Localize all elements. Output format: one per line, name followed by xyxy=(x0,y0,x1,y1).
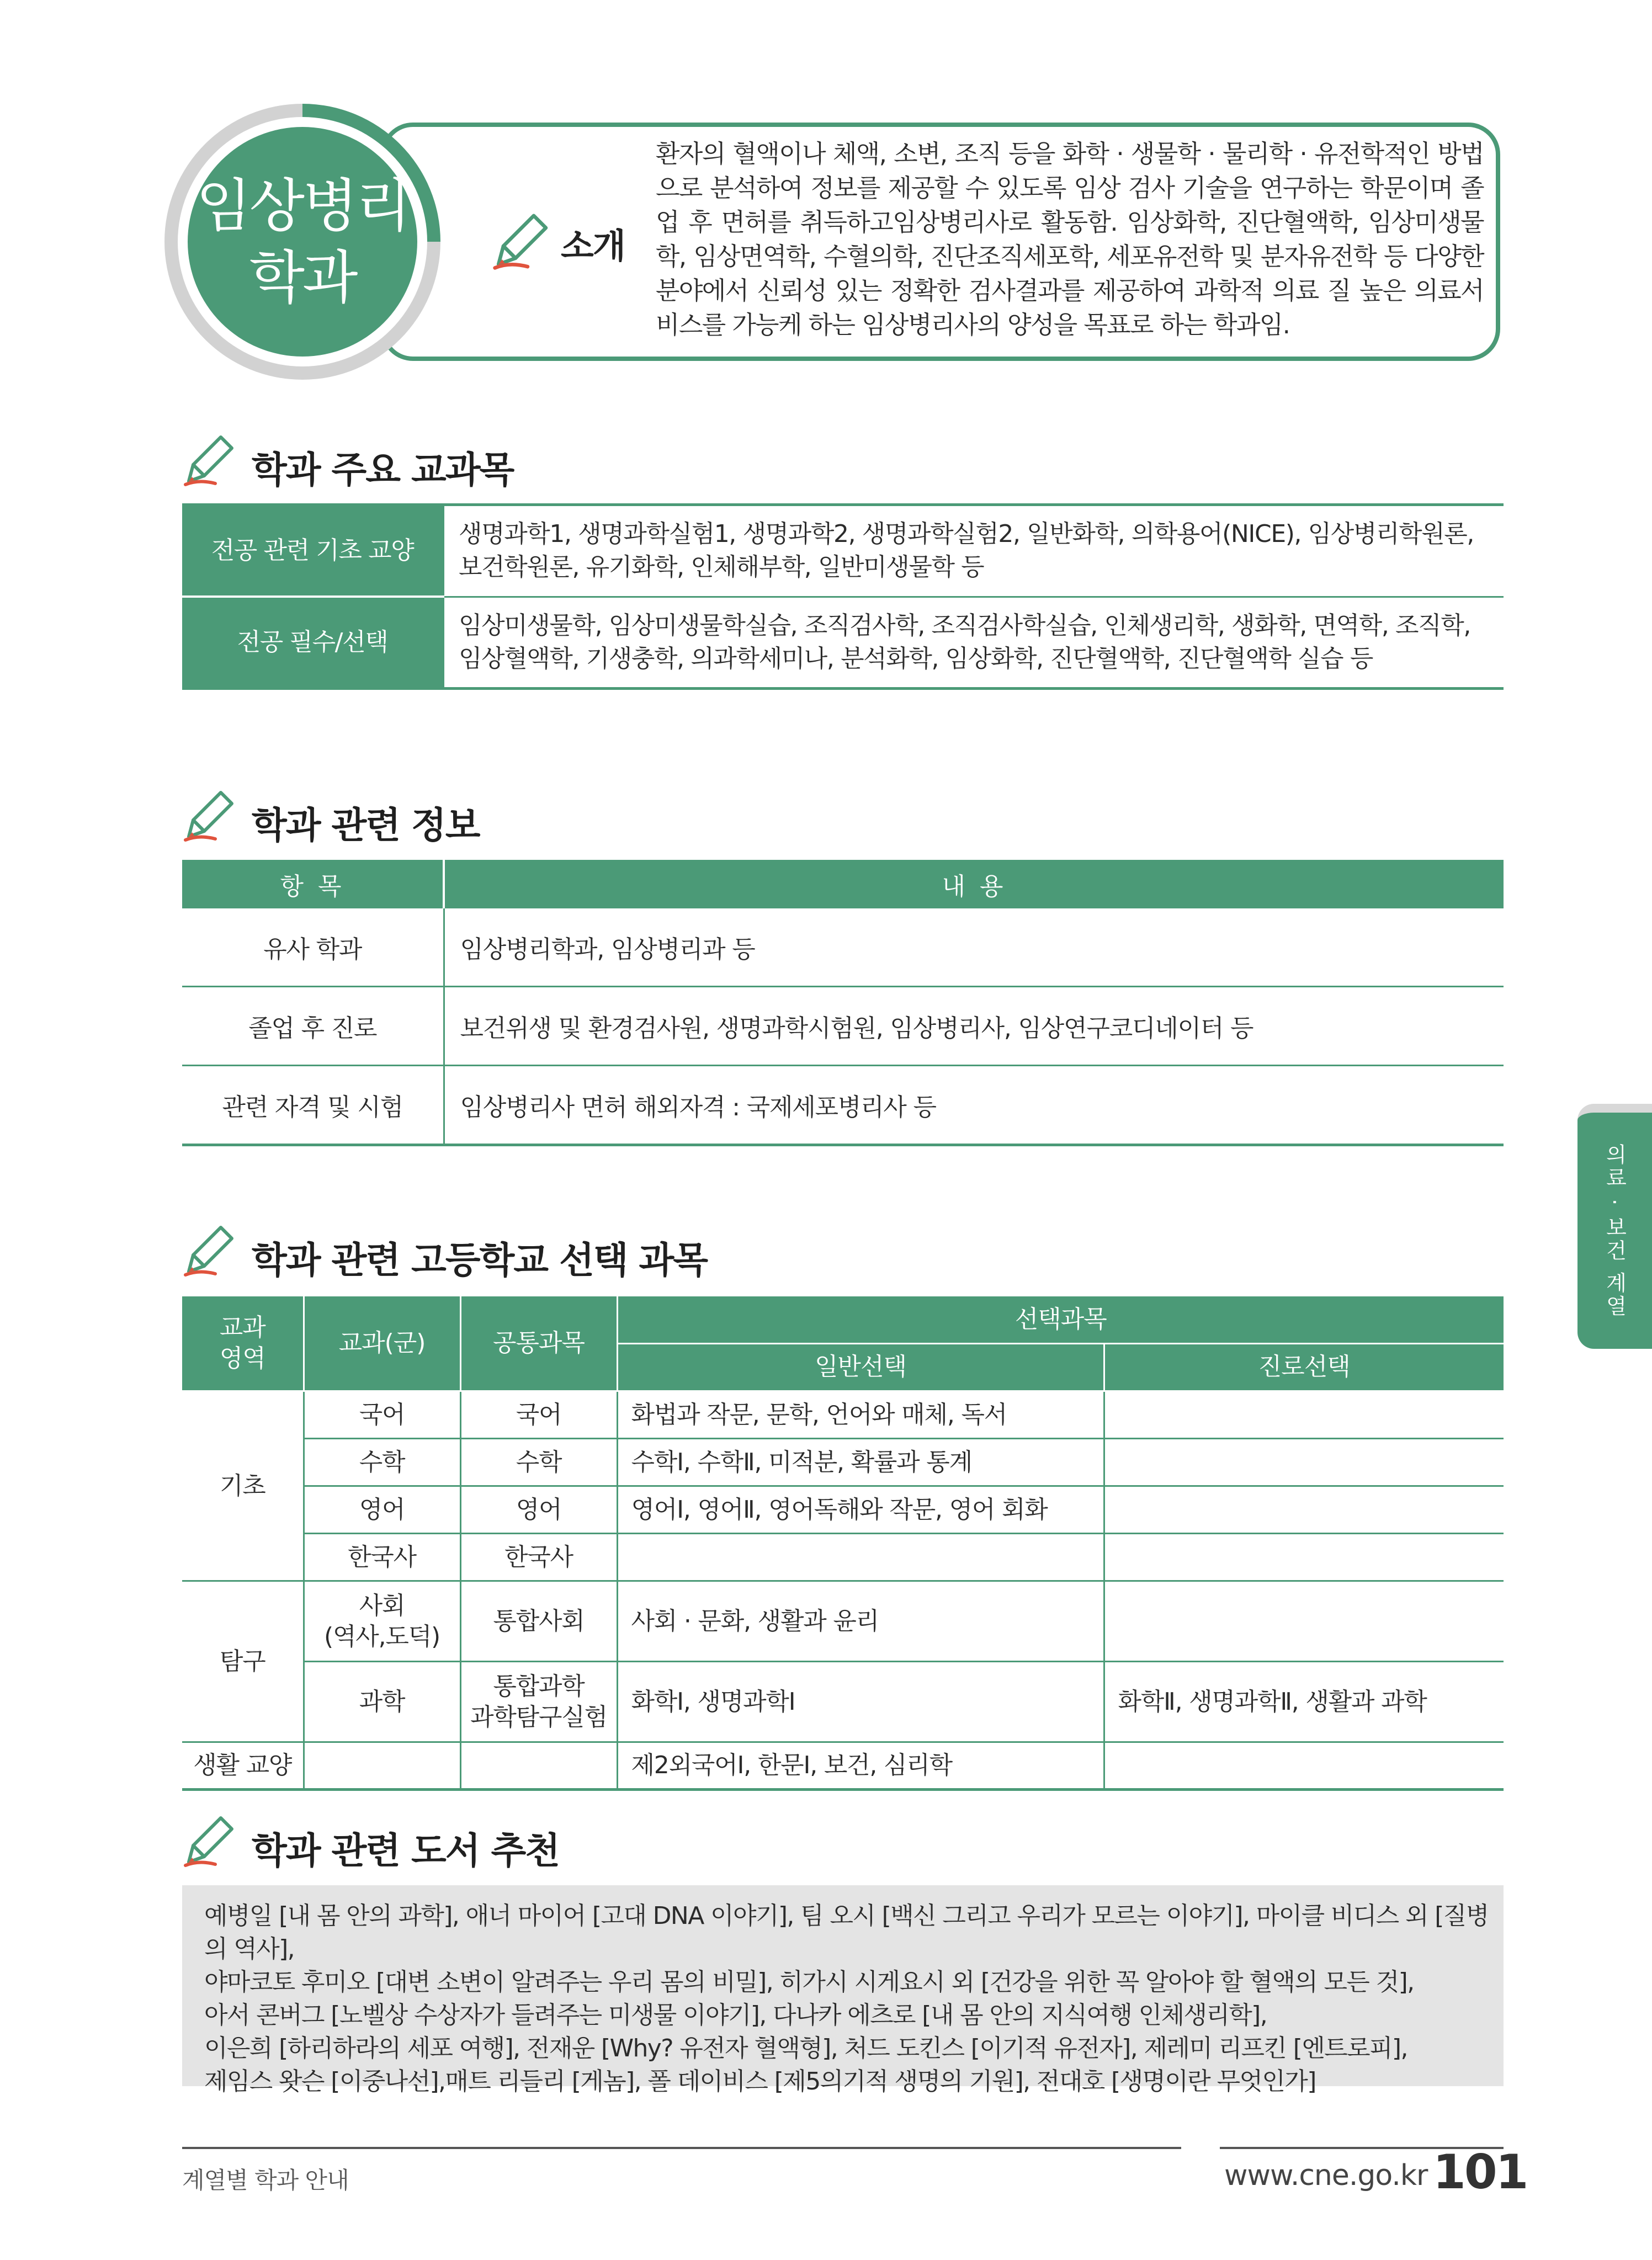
info-content: 임상병리사 면허 해외자격 : 국제세포병리사 등 xyxy=(460,1093,936,1121)
book-line: 제임스 왓슨 [이중나선],매트 리들리 [게놈], 폴 데이비스 [제5의기적 생명의 기원], 전대호 [생명이란 무엇인가] xyxy=(204,2067,1316,2096)
hs-career xyxy=(1104,1486,1504,1534)
footer-divider xyxy=(182,2147,1181,2149)
department-title-line1: 임상병리 xyxy=(196,172,409,240)
table-row xyxy=(182,1439,1504,1486)
section-title-hs: 학과 관련 고등학교 선택 과목 xyxy=(252,1239,707,1281)
hs-general: 수학Ⅰ, 수학Ⅱ, 미적분, 확률과 통계 xyxy=(617,1439,1104,1486)
info-content: 임상병리학과, 임상병리과 등 xyxy=(444,908,1504,987)
table-row xyxy=(182,1662,1504,1742)
hs-header-common: 공통과목 xyxy=(460,1296,617,1391)
book-line: 이은희 [하리하라의 세포 여행], 전재운 [Why? 유전자 혈액형], 처드 도킨스 [이기적 유전자], 제레미 리프킨 [엔트로피], xyxy=(204,2034,1407,2062)
hs-header-career: 진로선택 xyxy=(1104,1343,1504,1391)
hs-common xyxy=(460,1742,617,1790)
info-header-content: 내 용 xyxy=(444,860,1504,908)
info-content: 보건위생 및 환경검사원, 생명과학시험원, 임상병리사, 임상연구코디네이터 등 xyxy=(444,987,1504,1066)
book-line: 야마코토 후미오 [대변 소변이 알려주는 우리 몸의 비밀], 히가시 시게요시 외 [건강을 위한 꼭 알아야 할 혈액의 모든 것], xyxy=(204,1968,1414,1996)
hs-common: 한국사 xyxy=(460,1534,617,1581)
subjects-table xyxy=(182,503,1504,690)
hs-group: 영어 xyxy=(304,1486,460,1534)
pencil-icon xyxy=(491,211,552,272)
hs-common: 국어 xyxy=(460,1391,617,1439)
section-title-info: 학과 관련 정보 xyxy=(252,804,480,847)
table-row xyxy=(182,1066,1504,1145)
hs-area: 기초 xyxy=(182,1391,304,1581)
department-title-disc xyxy=(188,127,417,357)
intro-text: 환자의 혈액이나 체액, 소변, 조직 등을 화학 · 생물학 · 물리학 · 유전학적인 방법으로 분석하여 정보를 제공할 수 있도록 임상 검사 기술을 연구하는 학문이며 졸업 후 면허를 취득하고임상병리사로 활동함. 임상화학, 진단혈액학, 임상미생물학, 임상면역학, 수혈의학, 진단조직세포학, 세포유전학 및 분자유전학 등 다양한 분야에서 신뢰성 있는 정확한 검사결과를 제공하여 과학적 의료 질 높은 의료서비스를 가능케 하는 임상병리사의 양성을 목표로 하는 학과임. xyxy=(656,139,1484,339)
table-header-row xyxy=(182,860,1504,908)
pencil-icon xyxy=(182,1814,237,1869)
info-item: 졸업 후 진로 xyxy=(182,987,444,1066)
hs-career: 화학Ⅱ, 생명과학Ⅱ, 생활과 과학 xyxy=(1104,1662,1504,1742)
hs-common: 영어 xyxy=(460,1486,617,1534)
subjects-row-head: 전공 필수/선택 xyxy=(182,597,444,689)
pencil-icon xyxy=(182,1223,237,1278)
hs-common: 통합과학 과학탐구실험 xyxy=(460,1662,617,1742)
info-item: 관련 자격 및 시험 xyxy=(182,1066,444,1145)
info-item: 유사 학과 xyxy=(182,908,444,987)
hs-header-area: 교과 영역 xyxy=(182,1296,304,1391)
hs-area: 탐구 xyxy=(182,1581,304,1742)
hs-career xyxy=(1104,1581,1504,1662)
hs-common: 수학 xyxy=(460,1439,617,1486)
page-number: 101 xyxy=(1433,2145,1527,2200)
hs-group: 국어 xyxy=(304,1391,460,1439)
hs-career xyxy=(1104,1439,1504,1486)
hs-general: 영어Ⅰ, 영어Ⅱ, 영어독해와 작문, 영어 회화 xyxy=(617,1486,1104,1534)
book-line: 예병일 [내 몸 안의 과학], 애너 마이어 [고대 DNA 이야기], 팀 오시 [백신 그리고 우리가 모르는 이야기], 마이클 비디스 외 [질병의 역사], xyxy=(204,1902,1489,1963)
table-row xyxy=(182,597,1504,689)
hs-general: 사회 · 문화, 생활과 윤리 xyxy=(617,1581,1104,1662)
hs-common: 통합사회 xyxy=(460,1581,617,1662)
hs-group: 사회 (역사,도덕) xyxy=(304,1581,460,1662)
hs-header-group: 교과(군) xyxy=(304,1296,460,1391)
hs-group: 수학 xyxy=(304,1439,460,1486)
table-row xyxy=(182,987,1504,1066)
hs-group: 한국사 xyxy=(304,1534,460,1581)
hs-group xyxy=(304,1742,460,1790)
hs-header-general: 일반선택 xyxy=(617,1343,1104,1391)
section-title-subjects: 학과 주요 교과목 xyxy=(252,449,514,491)
table-row xyxy=(182,1486,1504,1534)
side-tab-label: 의료 · 보건 계열 xyxy=(1602,1143,1627,1318)
intro-label: 소개 xyxy=(561,226,625,266)
hs-general: 화학Ⅰ, 생명과학Ⅰ xyxy=(617,1662,1104,1742)
hs-header-elective: 선택과목 xyxy=(617,1296,1504,1344)
section-title-books: 학과 관련 도서 추천 xyxy=(252,1830,559,1872)
info-header-item: 항 목 xyxy=(182,860,444,908)
hs-career xyxy=(1104,1391,1504,1439)
table-row xyxy=(182,505,1504,597)
department-title-line2: 학과 xyxy=(249,244,356,311)
hs-area: 생활 교양 xyxy=(182,1742,304,1790)
hs-general xyxy=(617,1534,1104,1581)
table-row xyxy=(182,1581,1504,1662)
footer-url[interactable]: www.cne.go.kr xyxy=(1224,2159,1428,2192)
subjects-row-head: 전공 관련 기초 교양 xyxy=(182,505,444,597)
table-header-row xyxy=(182,1296,1504,1344)
pencil-icon xyxy=(182,433,237,488)
pencil-icon xyxy=(182,788,237,843)
subjects-row-body: 임상미생물학, 임상미생물학실습, 조직검사학, 조직검사학실습, 인체생리학, 생화학, 면역학, 조직학, 임상혈액학, 기생충학, 의과학세미나, 분석화학, 임상화학, 진단혈액학, 진단혈액학 실습 등 xyxy=(444,597,1504,689)
hs-group: 과학 xyxy=(304,1662,460,1742)
subjects-row-body: 생명과학1, 생명과학실험1, 생명과학2, 생명과학실험2, 일반화학, 의학용어(NICE), 임상병리학원론, 보건학원론, 유기화학, 인체해부학, 일반미생물학 등 xyxy=(444,505,1504,597)
table-row xyxy=(182,1534,1504,1581)
hs-elective-table xyxy=(182,1295,1504,1791)
table-row xyxy=(182,1742,1504,1790)
hs-career xyxy=(1104,1742,1504,1790)
book-line: 아서 콘버그 [노벨상 수상자가 들려주는 미생물 이야기], 다나카 에츠로 [내 몸 안의 지식여행 인체생리학], xyxy=(204,2001,1267,2029)
hs-career xyxy=(1104,1534,1504,1581)
hs-general: 화법과 작문, 문학, 언어와 매체, 독서 xyxy=(617,1391,1104,1439)
hs-general: 제2외국어Ⅰ, 한문Ⅰ, 보건, 심리학 xyxy=(617,1742,1104,1790)
table-row xyxy=(182,908,1504,987)
books-list xyxy=(204,1900,1490,2098)
table-row xyxy=(182,1391,1504,1439)
info-table xyxy=(182,860,1504,1146)
footer-section-label: 계열별 학과 안내 xyxy=(182,2167,349,2194)
